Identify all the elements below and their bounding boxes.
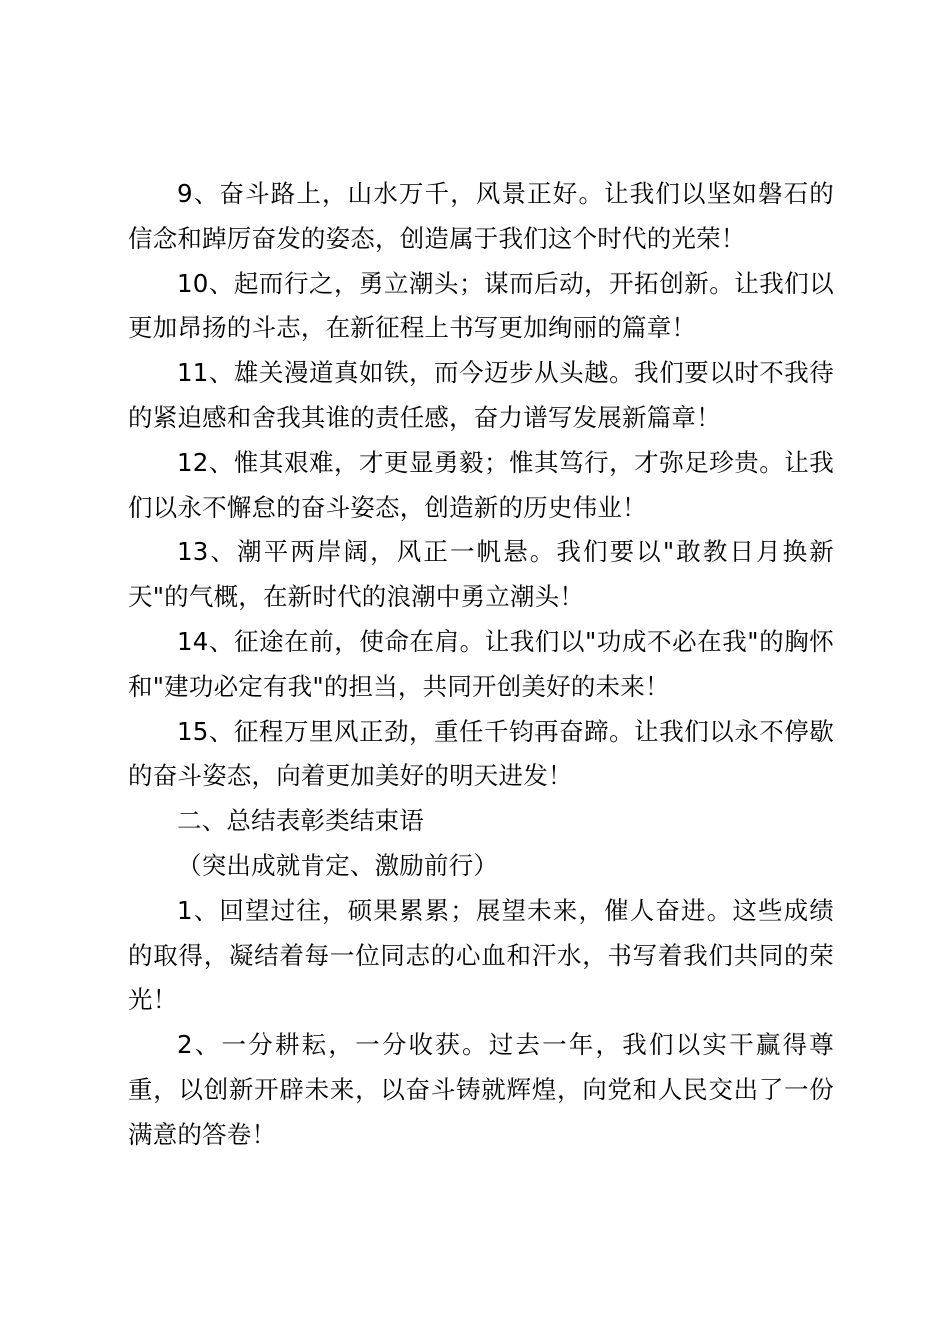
paragraph-item-14: 14、征途在前，使命在肩。让我们以"功成不必在我"的胸怀和"建功必定有我"的担当，共同开创美好的未来！ — [128, 626, 834, 701]
paragraph-item-12: 12、惟其艰难，才更显勇毅；惟其笃行，才弥足珍贵。让我们以永不懈怠的奋斗姿态，创造新的历史伟业！ — [128, 447, 834, 522]
section-subheading: （突出成就肯定、激励前行） — [177, 850, 499, 880]
paragraph-item-10: 10、起而行之，勇立潮头；谋而后动，开拓创新。让我们以更加昂扬的斗志，在新征程上书写更加绚丽的篇章！ — [128, 268, 834, 343]
document-body — [128, 172, 834, 1158]
paragraph-item-11: 11、雄关漫道真如铁，而今迈步从头越。我们要以时不我待的紧迫感和舍我其谁的责任感，奋力谱写发展新篇章！ — [128, 358, 834, 432]
paragraph-item-15: 15、征程万里风正劲，重任千钧再奋蹄。让我们以永不停歇的奋斗姿态，向着更加美好的明天进发！ — [128, 716, 834, 791]
paragraph-item-2: 2、一分耕耘，一分收获。过去一年，我们以实干赢得尊重，以创新开辟未来，以奋斗铸就辉煌，向党和人民交出了一份满意的答卷！ — [128, 1030, 834, 1149]
paragraph-item-9: 9、奋斗路上，山水万千，风景正好。让我们以坚如磐石的信念和踔厉奋发的姿态，创造属于我们这个时代的光荣！ — [128, 179, 834, 253]
paragraph-item-13: 13、潮平两岸阔，风正一帆悬。我们要以"敢教日月换新天"的气概，在新时代的浪潮中勇立潮头！ — [128, 537, 834, 612]
paragraph-item-1: 1、回望过往，硕果累累；展望未来，催人奋进。这些成绩的取得，凝结着每一位同志的心血和汗水，书写着我们共同的荣光！ — [128, 895, 834, 1015]
section-heading: 二、总结表彰类结束语 — [177, 806, 424, 836]
